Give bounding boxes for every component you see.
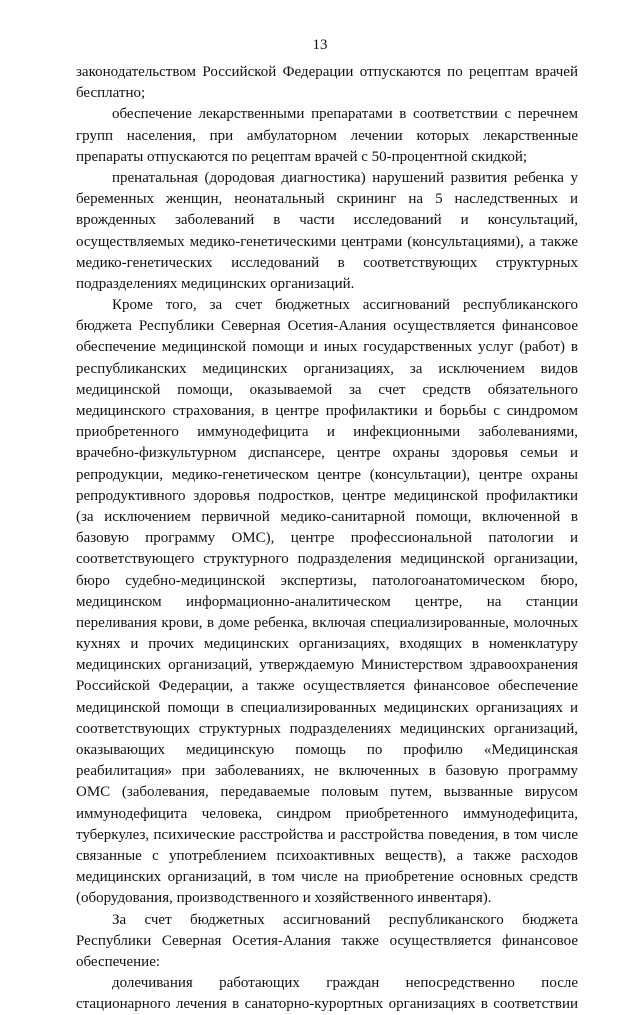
text-line: врачебно-физкультурном диспансере, центре охраны здоровья семьи и [76, 445, 578, 462]
text-line: переливания крови, в доме ребенка, включая специализированные, молочных [76, 614, 578, 631]
text-line: групп населения, при амбулаторном лечении которых лекарственные [76, 127, 578, 144]
text-line: базовую программу ОМС), центре профессиональной патологии и [76, 530, 578, 547]
text-line: врожденных заболеваний в части исследований и консультаций, [76, 212, 578, 229]
text-line: медицинских организаций, в том числе на приобретение основных средств [76, 869, 578, 886]
text-line: реабилитация» при заболеваниях, не включенных в базовую программу [76, 763, 578, 780]
text-line: обеспечение: [76, 953, 161, 970]
text-line: беременных женщин, неонатальный скрининг на 5 наследственных и [76, 191, 578, 208]
text-line: подразделениях медицинских организаций. [76, 275, 355, 292]
text-line: медицинских организаций, утверждаемую Министерством здравоохранения [76, 657, 578, 674]
text-line: Кроме того, за счет бюджетных ассигнований республиканского [112, 297, 578, 314]
page-number: 13 [312, 37, 328, 53]
text-line: соответствующих структурных подразделениях медицинских организаций, [76, 720, 578, 737]
document-body [76, 62, 578, 1015]
text-line: иммунодефицита человека, синдром приобретенного иммунодефицита, [76, 805, 578, 822]
text-line: законодательством Российской Федерации отпускаются по рецептам врачей [76, 64, 578, 80]
text-line: медико-генетических исследований в соответствующих структурных [76, 254, 578, 271]
text-line: осуществляемых медико-генетическими центрами (консультациями), а также [76, 233, 578, 250]
text-line: Российской Федерации, а также осуществляется финансовое обеспечение [76, 678, 578, 695]
text-line: приобретенного иммунодефицита и инфекционными заболеваниями, [76, 424, 578, 441]
text-line: обеспечение лекарственными препаратами в соответствии с перечнем [112, 106, 578, 123]
text-line: медицинской помощи в специализированных медицинских организациях и [76, 699, 578, 716]
text-line: бесплатно; [76, 85, 146, 102]
text-line: долечивания работающих граждан непосредственно после [112, 975, 578, 992]
text-line: Республики Северная Осетия-Алания также осуществляется финансовое [76, 932, 578, 949]
text-line: кухнях и прочих медицинских организациях, входящих в номенклатуру [76, 636, 578, 653]
text-line: стационарного лечения в санаторно-курортных организациях в соответствии [76, 996, 578, 1013]
text-line: медицинской помощи, оказываемой за счет средств обязательного [76, 381, 578, 398]
text-line: бюджета Республики Северная Осетия-Алания осуществляется финансовое [76, 318, 578, 335]
text-line: республиканских медицинских организациях, за исключением видов [76, 360, 578, 377]
text-line: медицинском информационно-аналитическом центре, на станции [76, 593, 578, 610]
text-line: ОМС (заболевания, передаваемые половым путем, вызванные вирусом [76, 784, 578, 801]
text-line: оказывающих медицинскую помощь по профилю «Медицинская [76, 742, 578, 758]
text-line: пренатальная (дородовая диагностика) нарушений развития ребенка у [112, 169, 578, 186]
text-line: За счет бюджетных ассигнований республиканского бюджета [112, 911, 578, 928]
text-line: медицинского страхования, в центре профилактики и борьбы с синдромом [76, 403, 578, 419]
text-line: бюро судебно-медицинской экспертизы, патологоанатомическом бюро, [76, 572, 578, 589]
text-line: туберкулез, психические расстройства и расстройства поведения, в том числе [76, 826, 578, 843]
text-line: репродуктивного здоровья подростков, центре медицинской профилактики [76, 487, 578, 504]
text-line: препараты отпускаются по рецептам врачей с 50-процентной скидкой; [76, 148, 528, 165]
text-line: репродукции, медико-генетическом центре (консультации), центре охраны [76, 466, 578, 483]
text-line: связанные с употреблением психоактивных веществ), а также расходов [76, 847, 578, 864]
text-line: (за исключением первичной медико-санитарной помощи, включенной в [76, 508, 578, 525]
text-line: соответствующего структурного подразделения медицинской организации, [76, 551, 578, 568]
text-line: (оборудования, производственного и хозяйственного инвентаря). [76, 890, 492, 907]
text-line: обеспечение медицинской помощи и иных государственных услуг (работ) в [76, 339, 578, 356]
